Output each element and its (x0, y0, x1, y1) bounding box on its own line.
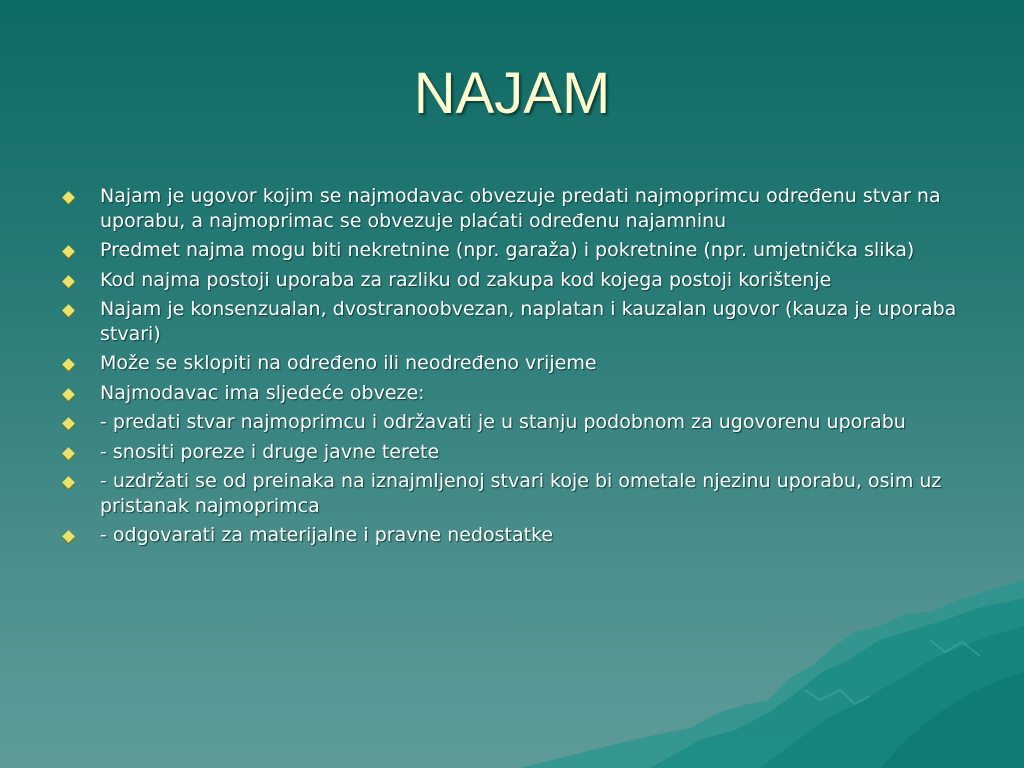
bullet-text: Može se sklopiti na određeno ili neodređeno vrijeme (100, 352, 597, 374)
bullet-text: Predmet najma mogu biti nekretnine (npr. garaža) i pokretnine (npr. umjetnička slika) (100, 239, 915, 261)
bullet-item (60, 440, 960, 465)
diamond-bullet-icon (62, 530, 75, 543)
bullet-text: - odgovarati za materijalne i pravne nedostatke (100, 524, 554, 546)
diamond-bullet-icon (62, 388, 75, 401)
diamond-bullet-icon (62, 447, 75, 460)
bullet-item (60, 469, 960, 518)
bullet-item (60, 351, 960, 376)
bullet-item (60, 238, 960, 263)
bullet-item (60, 184, 960, 233)
bullet-item (60, 381, 960, 406)
bullet-text: - uzdržati se od preinaka na iznajmljenoj stvari koje bi ometale njezinu uporabu, osim uz pristanak najmoprimca (100, 470, 942, 517)
bullet-text: Najam je ugovor kojim se najmodavac obvezuje predati najmoprimcu određenu stvar na uporabu, a najmoprimac se obvezuje plaćati određenu najamninu (100, 185, 941, 232)
bullet-item (60, 410, 960, 435)
diamond-bullet-icon (62, 476, 75, 489)
bullet-text: Najmodavac ima sljedeće obveze: (100, 381, 425, 404)
diamond-bullet-icon (62, 417, 75, 430)
bullet-text: - snositi poreze i druge javne terete (100, 440, 440, 463)
bullet-text: - predati stvar najmoprimcu i održavati je u stanju podobnom za ugovorenu uporabu (100, 411, 906, 433)
bullet-item (60, 297, 960, 346)
diamond-bullet-icon (62, 245, 75, 258)
diamond-bullet-icon (62, 275, 75, 288)
bullet-item (60, 268, 960, 293)
slide-title: NAJAM (413, 61, 611, 126)
diamond-bullet-icon (62, 304, 75, 317)
diamond-bullet-icon (62, 358, 75, 371)
diamond-bullet-icon (62, 191, 75, 204)
bullet-text: Kod najma postoji uporaba za razliku od zakupa kod kojega postoji korištenje (100, 268, 832, 291)
bullet-list (60, 184, 960, 553)
bullet-item (60, 523, 960, 548)
bullet-text: Najam je konsenzualan, dvostranoobvezan, naplatan i kauzalan ugovor (kauza je uporaba stvari) (100, 298, 957, 345)
